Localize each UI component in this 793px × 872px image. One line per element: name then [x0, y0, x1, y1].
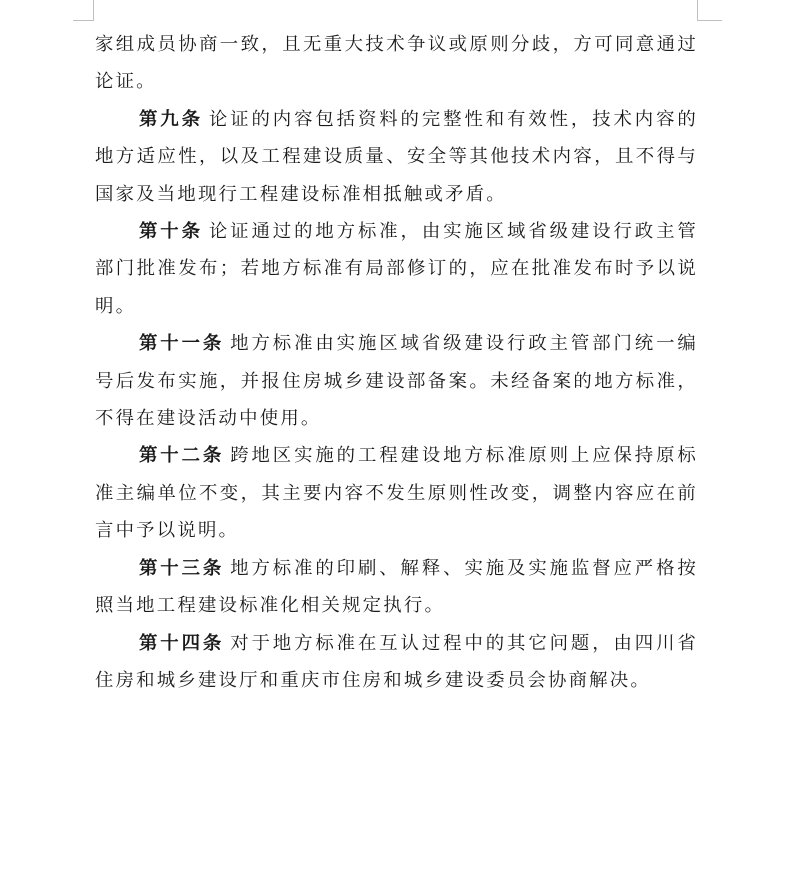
article-heading: 第九条: [139, 108, 203, 130]
document-body: [95, 26, 698, 699]
article-heading: 第十四条: [139, 632, 225, 654]
article-text: 地方标准的印刷、解释、实施及实施监督应严格按照当地工程建设标准化相关规定执行。: [95, 557, 698, 617]
article-14: [95, 625, 698, 700]
article-13: [95, 550, 698, 625]
crop-mark-top-right: [697, 0, 722, 21]
article-heading: 第十一条: [139, 333, 225, 355]
paragraph-continuation: [95, 26, 698, 101]
paragraph-text: 家组成员协商一致，且无重大技术争议或原则分歧，方可同意通过论证。: [95, 34, 698, 93]
article-text: 论证的内容包括资料的完整性和有效性，技术内容的地方适应性，以及工程建设质量、安全等其他技术内容，且不得与国家及当地现行工程建设标准相抵触或矛盾。: [95, 108, 698, 205]
article-10: [95, 213, 698, 325]
article-text: 论证通过的地方标准，由实施区域省级建设行政主管部门批准发布；若地方标准有局部修订的，应在批准发布时予以说明。: [95, 221, 698, 317]
article-11: [95, 325, 698, 437]
article-12: [95, 437, 698, 549]
crop-mark-top-left: [73, 0, 94, 21]
article-9: [95, 101, 698, 213]
article-text: 跨地区实施的工程建设地方标准原则上应保持原标准主编单位不变，其主要内容不发生原则性改变，调整内容应在前言中予以说明。: [95, 445, 698, 542]
article-text: 地方标准由实施区域省级建设行政主管部门统一编号后发布实施，并报住房城乡建设部备案。未经备案的地方标准，不得在建设活动中使用。: [95, 333, 698, 430]
article-heading: 第十条: [139, 221, 203, 243]
article-heading: 第十二条: [139, 445, 225, 467]
article-text: 对于地方标准在互认过程中的其它问题，由四川省住房和城乡建设厅和重庆市住房和城乡建设委员会协商解决。: [95, 632, 698, 691]
article-heading: 第十三条: [139, 557, 225, 579]
